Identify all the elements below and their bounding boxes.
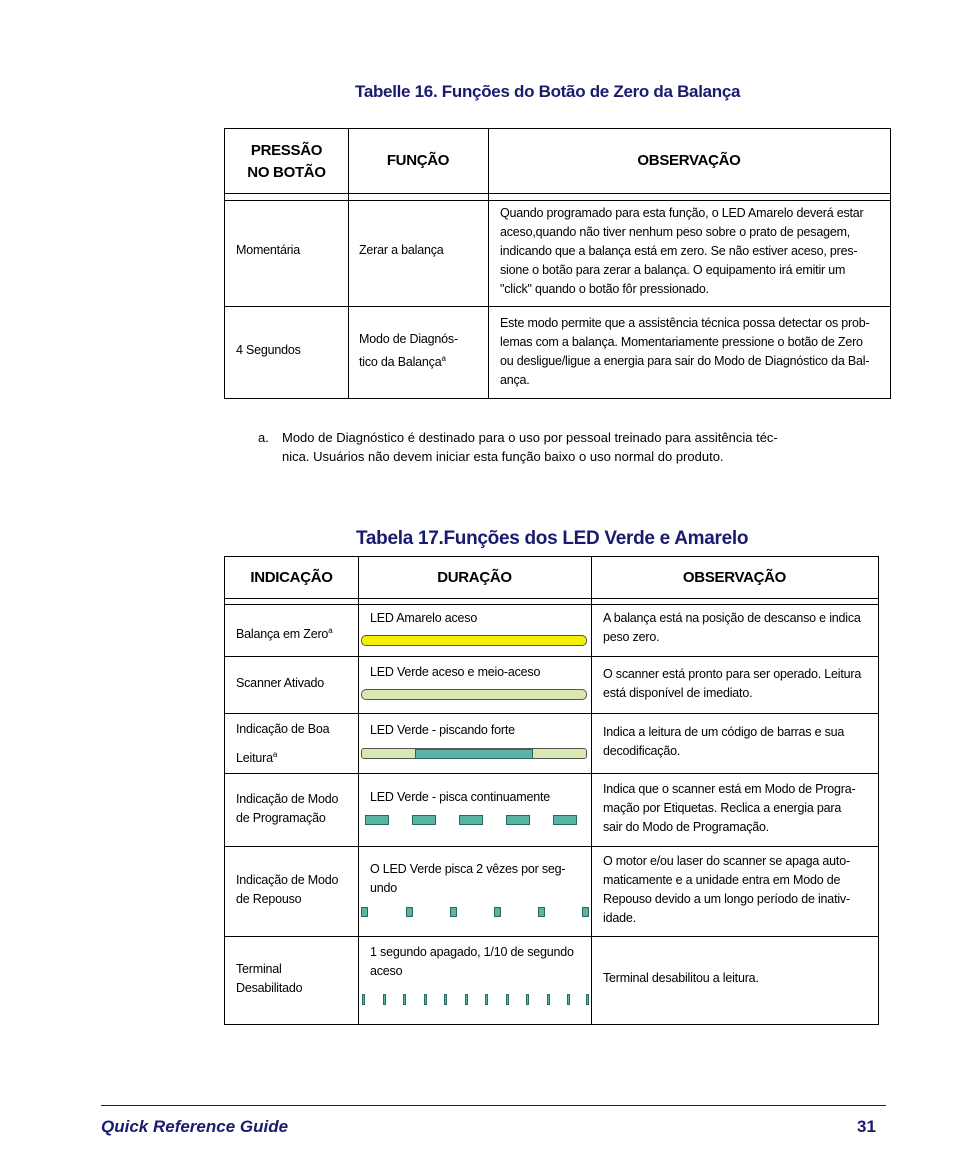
header-press [225,140,348,184]
blink-pulse [383,994,386,1005]
cell-observation [500,314,885,390]
obs-line: A balança está na posição de descanso e indica [603,611,861,625]
dur-line: 1 segundo apagado, 1/10 de segundo [370,945,574,959]
header-observation: OBSERVAÇÃO [682,569,787,586]
ind-line: Terminal [236,962,282,976]
blink-pulse [362,994,365,1005]
cell-observation [603,723,873,761]
obs-line: ança. [500,373,530,387]
blink-pulse [403,994,406,1005]
cell-duration: LED Amarelo aceso [370,611,478,625]
obs-line: mação por Etiquetas. Reclica a energia para [603,801,842,815]
obs-line: Este modo permite que a assistência técnica possa detectar os prob- [500,316,870,330]
green-flash-segment [415,749,533,759]
footnote-label: a. [258,430,269,445]
blink-pulse [567,994,570,1005]
footnote-marker: a [272,750,278,759]
blink-pulse [465,994,468,1005]
ind-line: Desabilitado [236,981,303,995]
cell-duration: LED Verde aceso e meio-aceso [370,665,541,679]
header-press-line2: NO BOTÃO [247,164,326,181]
header-divider [225,200,890,201]
col-divider [358,557,359,1024]
obs-line: lemas com a balança. Momentariamente pressione o botão de Zero [500,335,863,349]
cell-observation [603,780,873,837]
obs-line: peso zero. [603,630,660,644]
cell-press: Momentária [236,243,300,257]
cell-observation [500,204,885,299]
obs-line: Quando programado para esta função, o LED Amarelo deverá estar [500,206,864,220]
ind-text: Leitura [236,751,273,766]
cell-indication [236,790,338,828]
obs-line: "click" quando o botão fôr pressionado. [500,282,709,296]
footer-rule [101,1105,886,1106]
cell-duration [370,943,585,981]
footnote-marker: a [328,626,333,635]
blink-pulse [506,994,509,1005]
obs-line: Repouso devido a um longo período de inativ- [603,892,850,906]
obs-line: ou desligue/ligue a energia para sair do Modo de Diagnóstico da Bal- [500,354,870,368]
blink-pulse [494,907,501,917]
ind-line: de Repouso [236,892,302,906]
cell-indication [236,720,329,768]
obs-line: maticamente e a unidade entra em Modo de [603,873,841,887]
cell-indication [236,621,332,644]
blink-pulse [485,994,488,1005]
blink-pulse [526,994,529,1005]
blink-pulse [365,815,389,825]
obs-line: aceso,quando não tiver nenhum peso sobre o prato de pesagem, [500,225,851,239]
table17-caption: Tabela 17.Funções dos LED Verde e Amarelo [356,528,749,549]
blink-pulse [459,815,483,825]
obs-line: idade. [603,911,636,925]
ind-line: Indicação de Modo [236,792,339,806]
blink-pulse [506,815,530,825]
blink-pulse [450,907,457,917]
row-divider [225,773,878,774]
table16 [224,128,891,399]
page-number: 31 [857,1117,876,1136]
header-press-line1: PRESSÃO [250,142,323,159]
row-divider [225,846,878,847]
header-divider [225,598,878,599]
table17 [224,556,879,1025]
obs-line: indicando que a balança está em zero. Se não estiver aceso, pres- [500,244,858,258]
ind-line [236,745,329,768]
obs-line: decodificação. [603,744,681,758]
footnote-text [282,428,868,466]
obs-line: O motor e/ou laser do scanner se apaga auto- [603,854,850,868]
header-divider [225,193,890,194]
ind-line: Indicação de Modo [236,873,339,887]
obs-line: Indica a leitura de um código de barras e sua [603,725,845,739]
cell-indication [236,871,338,909]
ind-line: de Programação [236,811,326,825]
cell-function [359,330,458,372]
header-divider [225,604,878,605]
row-divider [225,713,878,714]
yellow-led-bar [361,635,587,646]
blink-pulse [412,815,436,825]
obs-line: está disponível de imediato. [603,686,753,700]
header-indication: INDICAÇÃO [250,569,333,586]
header-duration: DURAÇÃO [437,569,512,586]
header-function: FUNÇÃO [386,152,450,169]
dur-line: aceso [370,964,403,978]
blink-pulse [582,907,589,917]
table16-caption: Tabelle 16. Funções do Botão de Zero da Balança [355,82,741,101]
ind-line: Indicação de Boa [236,722,330,736]
cell-duration: LED Verde - piscando forte [370,723,515,737]
func-line: Modo de Diagnós- [359,332,458,346]
cell-observation [603,665,873,703]
cell-function: Zerar a balança [359,243,444,257]
footnote-line: Modo de Diagnóstico é destinado para o uso por pessoal treinado para assitência téc- [282,430,778,445]
blink-pulse [547,994,550,1005]
dur-line: undo [370,881,398,895]
row-divider [225,306,890,307]
blink-pulse [444,994,447,1005]
green-dim-led-bar [361,689,587,700]
obs-line: O scanner está pronto para ser operado. Leitura [603,667,862,681]
cell-observation [603,852,873,928]
obs-line: sair do Modo de Programação. [603,820,770,834]
cell-observation [603,609,873,647]
obs-line: sione o botão para zerar a balança. O equipamento irá emitir um [500,263,846,277]
blink-pulse [586,994,589,1005]
col-divider [591,557,592,1024]
blink-pulse [361,907,368,917]
footnote-line: nica. Usuários não devem iniciar esta função baixo o uso normal do produto. [282,449,724,464]
header-observation: OBSERVAÇÃO [637,152,741,169]
dur-line: O LED Verde pisca 2 vêzes por seg- [370,862,566,876]
blink-pulse [424,994,427,1005]
cell-indication [236,960,302,998]
obs-line: Indica que o scanner está em Modo de Progra- [603,782,856,796]
cell-observation: Terminal desabilitou a leitura. [603,971,759,985]
cell-duration: LED Verde - pisca continuamente [370,790,551,804]
row-divider [225,936,878,937]
blink-pulse [553,815,577,825]
footer-title: Quick Reference Guide [101,1117,289,1136]
ind-text: Balança em Zero [236,627,329,642]
cell-indication: Scanner Ativado [236,676,325,690]
cell-duration [370,860,585,898]
func-text: tico da Balança [359,355,442,370]
blink-pulse [538,907,545,917]
blink-pulse [406,907,413,917]
row-divider [225,656,878,657]
footnote-marker: a [441,354,446,363]
func-line [359,349,458,372]
cell-press: 4 Segundos [236,343,301,357]
